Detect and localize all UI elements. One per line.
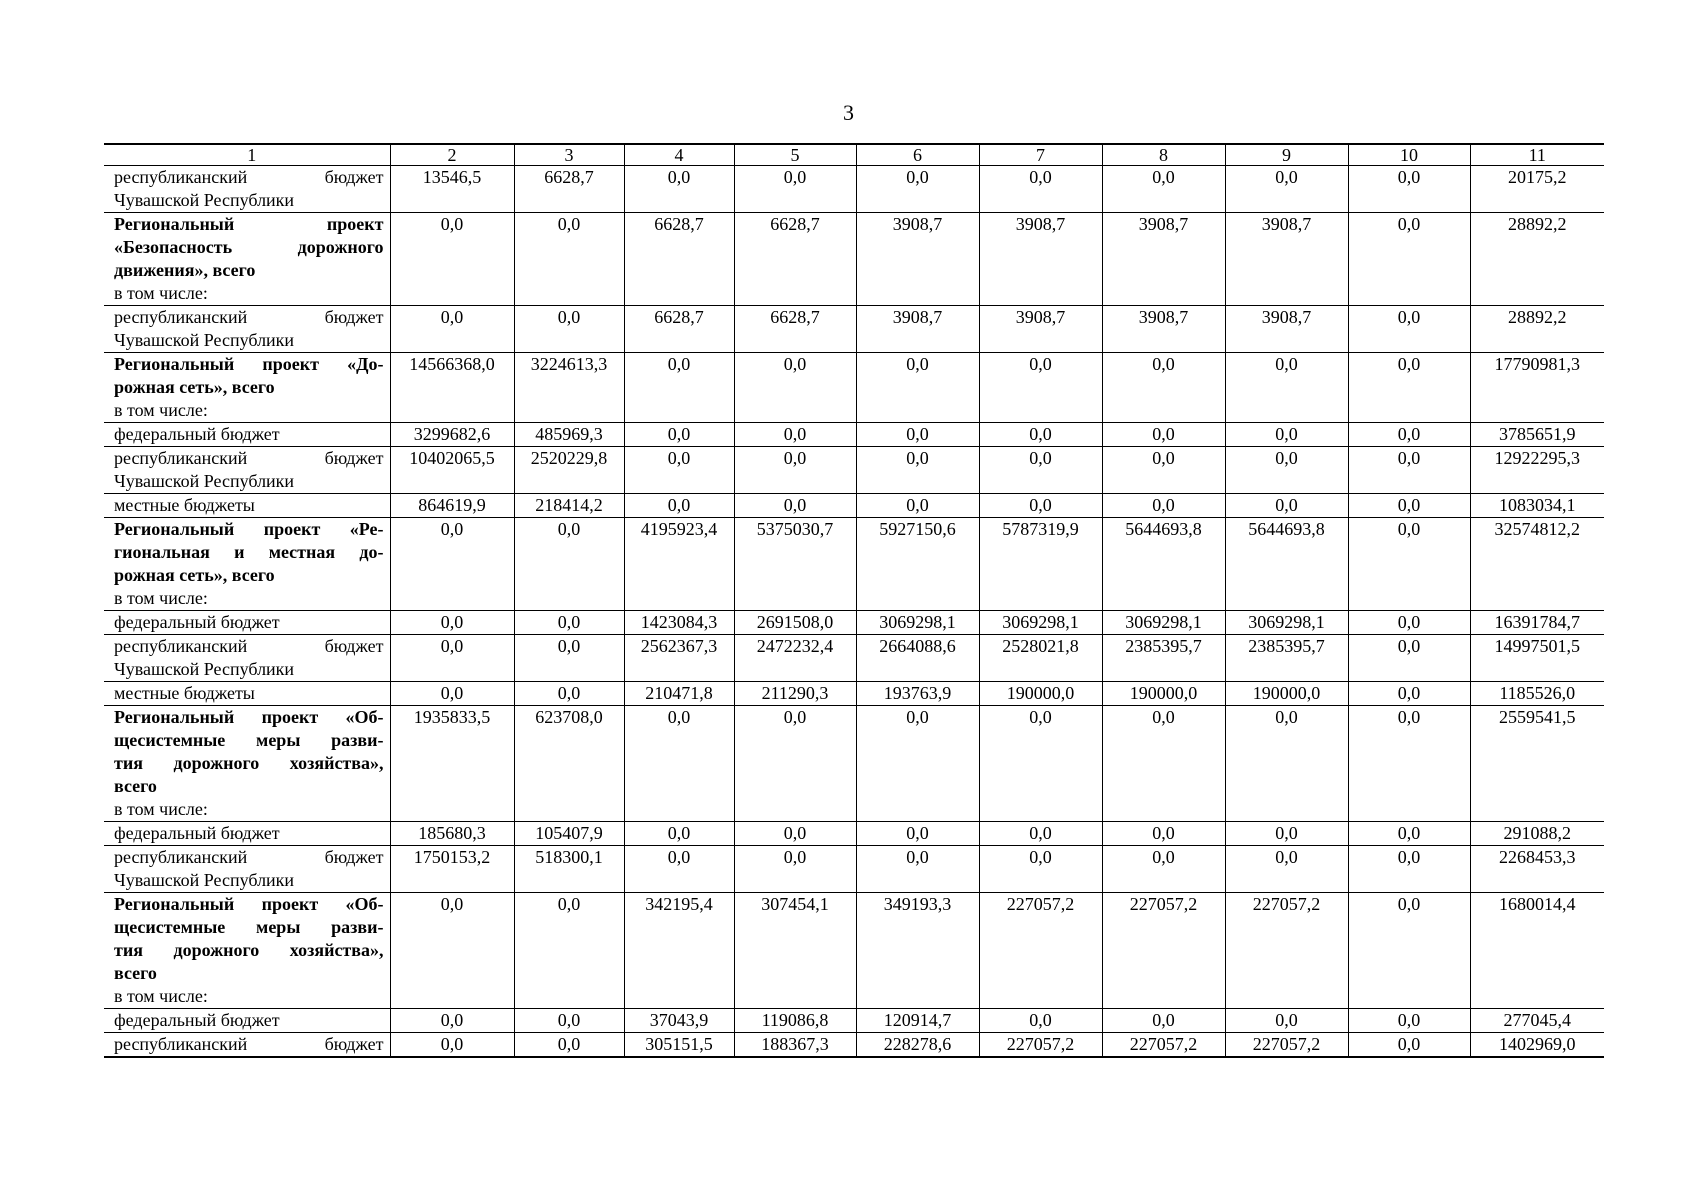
cell-col-3: 0,0	[514, 1033, 624, 1058]
row-label	[104, 494, 390, 518]
table-row	[104, 166, 1604, 213]
row-label-line: Чувашской Республики	[114, 659, 295, 679]
cell-col-8: 190000,0	[1102, 682, 1225, 706]
cell-col-10: 0,0	[1348, 494, 1470, 518]
row-sublabel: в том числе:	[114, 588, 208, 608]
row-label	[104, 213, 390, 306]
cell-col-3: 105407,9	[514, 822, 624, 846]
table-row	[104, 822, 1604, 846]
cell-col-8: 0,0	[1102, 353, 1225, 423]
cell-col-7: 3908,7	[979, 213, 1102, 306]
cell-col-11: 1185526,0	[1470, 682, 1604, 706]
table-row	[104, 1009, 1604, 1033]
cell-col-3: 623708,0	[514, 706, 624, 822]
cell-col-2: 1750153,2	[390, 846, 514, 893]
row-label-line: рожная сеть», всего	[114, 377, 275, 397]
cell-col-3: 0,0	[514, 635, 624, 682]
cell-col-11: 14997501,5	[1470, 635, 1604, 682]
row-label-line: федеральный бюджет	[114, 1010, 280, 1030]
column-header-4: 4	[624, 144, 734, 166]
table-row	[104, 635, 1604, 682]
cell-col-6: 2664088,6	[856, 635, 979, 682]
cell-col-4: 0,0	[624, 706, 734, 822]
cell-col-3: 0,0	[514, 611, 624, 635]
cell-col-7: 227057,2	[979, 893, 1102, 1009]
table-row	[104, 893, 1604, 1009]
cell-col-9: 227057,2	[1225, 893, 1348, 1009]
cell-col-11: 1083034,1	[1470, 494, 1604, 518]
cell-col-4: 0,0	[624, 846, 734, 893]
cell-col-6: 3908,7	[856, 213, 979, 306]
row-label-line: гиональная и местная до-	[114, 542, 384, 562]
cell-col-9: 3908,7	[1225, 306, 1348, 353]
page-number: 3	[843, 100, 854, 125]
row-label-line: Региональный проект «Об-	[114, 894, 384, 914]
cell-col-3: 0,0	[514, 518, 624, 611]
cell-col-7: 3069298,1	[979, 611, 1102, 635]
row-label-line: Региональный проект «До-	[114, 354, 384, 374]
table-row	[104, 306, 1604, 353]
row-label-line: республиканский бюджет	[114, 1034, 384, 1054]
row-label	[104, 1033, 390, 1058]
cell-col-9: 0,0	[1225, 706, 1348, 822]
row-label-line: Региональный проект «Об-	[114, 707, 384, 727]
cell-col-5: 6628,7	[734, 213, 856, 306]
row-label-line: Чувашской Республики	[114, 870, 295, 890]
column-header-11: 11	[1470, 144, 1604, 166]
column-header-6: 6	[856, 144, 979, 166]
cell-col-6: 3908,7	[856, 306, 979, 353]
row-label	[104, 447, 390, 494]
cell-col-8: 3069298,1	[1102, 611, 1225, 635]
row-label-line: федеральный бюджет	[114, 612, 280, 632]
row-label-line: республиканский бюджет	[114, 307, 384, 327]
row-sublabel: в том числе:	[114, 986, 208, 1006]
cell-col-8: 227057,2	[1102, 1033, 1225, 1058]
row-label	[104, 893, 390, 1009]
cell-col-6: 0,0	[856, 166, 979, 213]
cell-col-11: 277045,4	[1470, 1009, 1604, 1033]
cell-col-11: 32574812,2	[1470, 518, 1604, 611]
row-sublabel: в том числе:	[114, 400, 208, 420]
row-label-line: местные бюджеты	[114, 683, 255, 703]
cell-col-8: 3908,7	[1102, 306, 1225, 353]
cell-col-4: 2562367,3	[624, 635, 734, 682]
table-row	[104, 423, 1604, 447]
cell-col-11: 12922295,3	[1470, 447, 1604, 494]
cell-col-8: 0,0	[1102, 822, 1225, 846]
row-label	[104, 635, 390, 682]
cell-col-8: 0,0	[1102, 1009, 1225, 1033]
cell-col-10: 0,0	[1348, 822, 1470, 846]
column-header-8: 8	[1102, 144, 1225, 166]
cell-col-10: 0,0	[1348, 306, 1470, 353]
row-label	[104, 706, 390, 822]
cell-col-9: 3069298,1	[1225, 611, 1348, 635]
cell-col-11: 20175,2	[1470, 166, 1604, 213]
cell-col-4: 210471,8	[624, 682, 734, 706]
cell-col-3: 0,0	[514, 213, 624, 306]
cell-col-9: 0,0	[1225, 846, 1348, 893]
cell-col-2: 0,0	[390, 1009, 514, 1033]
cell-col-3: 3224613,3	[514, 353, 624, 423]
cell-col-11: 16391784,7	[1470, 611, 1604, 635]
cell-col-10: 0,0	[1348, 846, 1470, 893]
table-row	[104, 447, 1604, 494]
column-header-1: 1	[104, 144, 390, 166]
cell-col-2: 0,0	[390, 682, 514, 706]
cell-col-7: 0,0	[979, 447, 1102, 494]
cell-col-8: 3908,7	[1102, 213, 1225, 306]
table-row	[104, 611, 1604, 635]
cell-col-8: 0,0	[1102, 706, 1225, 822]
cell-col-6: 0,0	[856, 353, 979, 423]
cell-col-6: 228278,6	[856, 1033, 979, 1058]
cell-col-7: 0,0	[979, 423, 1102, 447]
cell-col-6: 193763,9	[856, 682, 979, 706]
cell-col-5: 0,0	[734, 846, 856, 893]
cell-col-9: 227057,2	[1225, 1033, 1348, 1058]
row-sublabel: в том числе:	[114, 799, 208, 819]
cell-col-2: 10402065,5	[390, 447, 514, 494]
cell-col-4: 0,0	[624, 494, 734, 518]
cell-col-6: 3069298,1	[856, 611, 979, 635]
row-label	[104, 423, 390, 447]
cell-col-8: 0,0	[1102, 166, 1225, 213]
cell-col-11: 291088,2	[1470, 822, 1604, 846]
cell-col-3: 485969,3	[514, 423, 624, 447]
cell-col-5: 0,0	[734, 166, 856, 213]
cell-col-10: 0,0	[1348, 423, 1470, 447]
cell-col-9: 0,0	[1225, 353, 1348, 423]
cell-col-10: 0,0	[1348, 706, 1470, 822]
cell-col-5: 0,0	[734, 706, 856, 822]
cell-col-8: 2385395,7	[1102, 635, 1225, 682]
cell-col-9: 190000,0	[1225, 682, 1348, 706]
row-label	[104, 682, 390, 706]
cell-col-2: 0,0	[390, 893, 514, 1009]
cell-col-5: 0,0	[734, 494, 856, 518]
row-label-line: всего	[114, 776, 157, 796]
cell-col-4: 0,0	[624, 822, 734, 846]
cell-col-5: 119086,8	[734, 1009, 856, 1033]
row-label-line: тия дорожного хозяйства»,	[114, 753, 384, 773]
row-label-line: Региональный проект	[114, 214, 384, 234]
row-label	[104, 1009, 390, 1033]
cell-col-6: 5927150,6	[856, 518, 979, 611]
cell-col-4: 305151,5	[624, 1033, 734, 1058]
cell-col-9: 0,0	[1225, 166, 1348, 213]
cell-col-7: 2528021,8	[979, 635, 1102, 682]
cell-col-11: 2268453,3	[1470, 846, 1604, 893]
row-label	[104, 611, 390, 635]
cell-col-8: 0,0	[1102, 494, 1225, 518]
cell-col-6: 120914,7	[856, 1009, 979, 1033]
cell-col-3: 218414,2	[514, 494, 624, 518]
cell-col-7: 0,0	[979, 822, 1102, 846]
cell-col-5: 0,0	[734, 423, 856, 447]
column-header-10: 10	[1348, 144, 1470, 166]
cell-col-5: 307454,1	[734, 893, 856, 1009]
cell-col-6: 0,0	[856, 494, 979, 518]
cell-col-3: 0,0	[514, 893, 624, 1009]
row-label-line: республиканский бюджет	[114, 167, 384, 187]
cell-col-11: 3785651,9	[1470, 423, 1604, 447]
cell-col-10: 0,0	[1348, 353, 1470, 423]
cell-col-2: 14566368,0	[390, 353, 514, 423]
row-label-line: местные бюджеты	[114, 495, 255, 515]
cell-col-2: 13546,5	[390, 166, 514, 213]
table-header	[104, 144, 1604, 166]
row-label-line: Чувашской Республики	[114, 471, 295, 491]
cell-col-10: 0,0	[1348, 1009, 1470, 1033]
row-label-line: щесистемные меры разви-	[114, 730, 384, 750]
row-label-line: всего	[114, 963, 157, 983]
cell-col-9: 0,0	[1225, 1009, 1348, 1033]
budget-table	[104, 143, 1604, 1058]
header-row	[104, 144, 1604, 166]
row-label	[104, 518, 390, 611]
cell-col-3: 0,0	[514, 682, 624, 706]
row-label-line: Чувашской Республики	[114, 190, 295, 210]
cell-col-5: 2691508,0	[734, 611, 856, 635]
cell-col-7: 190000,0	[979, 682, 1102, 706]
column-header-9: 9	[1225, 144, 1348, 166]
table-body	[104, 166, 1604, 1058]
cell-col-11: 2559541,5	[1470, 706, 1604, 822]
row-sublabel: в том числе:	[114, 283, 208, 303]
cell-col-8: 5644693,8	[1102, 518, 1225, 611]
cell-col-5: 0,0	[734, 447, 856, 494]
cell-col-3: 518300,1	[514, 846, 624, 893]
cell-col-4: 6628,7	[624, 213, 734, 306]
row-label	[104, 822, 390, 846]
cell-col-3: 6628,7	[514, 166, 624, 213]
cell-col-9: 0,0	[1225, 423, 1348, 447]
column-header-2: 2	[390, 144, 514, 166]
cell-col-7: 227057,2	[979, 1033, 1102, 1058]
cell-col-7: 5787319,9	[979, 518, 1102, 611]
cell-col-4: 4195923,4	[624, 518, 734, 611]
row-label	[104, 166, 390, 213]
cell-col-8: 0,0	[1102, 423, 1225, 447]
column-header-7: 7	[979, 144, 1102, 166]
cell-col-6: 0,0	[856, 706, 979, 822]
cell-col-9: 0,0	[1225, 494, 1348, 518]
table-row	[104, 706, 1604, 822]
row-label	[104, 846, 390, 893]
cell-col-4: 37043,9	[624, 1009, 734, 1033]
cell-col-2: 3299682,6	[390, 423, 514, 447]
row-label-line: Региональный проект «Ре-	[114, 519, 384, 539]
cell-col-2: 0,0	[390, 306, 514, 353]
cell-col-7: 0,0	[979, 1009, 1102, 1033]
cell-col-6: 349193,3	[856, 893, 979, 1009]
cell-col-8: 227057,2	[1102, 893, 1225, 1009]
cell-col-2: 185680,3	[390, 822, 514, 846]
table-row	[104, 353, 1604, 423]
cell-col-9: 0,0	[1225, 822, 1348, 846]
table-row	[104, 518, 1604, 611]
cell-col-10: 0,0	[1348, 611, 1470, 635]
cell-col-2: 0,0	[390, 611, 514, 635]
cell-col-7: 0,0	[979, 494, 1102, 518]
cell-col-3: 0,0	[514, 1009, 624, 1033]
cell-col-5: 5375030,7	[734, 518, 856, 611]
cell-col-7: 0,0	[979, 846, 1102, 893]
row-label-line: тия дорожного хозяйства»,	[114, 940, 384, 960]
cell-col-7: 0,0	[979, 706, 1102, 822]
cell-col-9: 2385395,7	[1225, 635, 1348, 682]
cell-col-10: 0,0	[1348, 447, 1470, 494]
row-label-line: рожная сеть», всего	[114, 565, 275, 585]
cell-col-11: 1402969,0	[1470, 1033, 1604, 1058]
row-label-line: республиканский бюджет	[114, 636, 384, 656]
table-row	[104, 846, 1604, 893]
cell-col-6: 0,0	[856, 822, 979, 846]
cell-col-9: 5644693,8	[1225, 518, 1348, 611]
table-row	[104, 213, 1604, 306]
cell-col-7: 0,0	[979, 166, 1102, 213]
cell-col-9: 0,0	[1225, 447, 1348, 494]
cell-col-3: 0,0	[514, 306, 624, 353]
cell-col-11: 28892,2	[1470, 306, 1604, 353]
row-label-line: Чувашской Республики	[114, 330, 295, 350]
row-label	[104, 306, 390, 353]
row-label-line: «Безопасность дорожного	[114, 237, 384, 257]
row-label-line: федеральный бюджет	[114, 823, 280, 843]
table-row	[104, 494, 1604, 518]
cell-col-5: 2472232,4	[734, 635, 856, 682]
row-label	[104, 353, 390, 423]
cell-col-10: 0,0	[1348, 635, 1470, 682]
cell-col-7: 0,0	[979, 353, 1102, 423]
cell-col-8: 0,0	[1102, 447, 1225, 494]
row-label-line: федеральный бюджет	[114, 424, 280, 444]
cell-col-6: 0,0	[856, 846, 979, 893]
cell-col-2: 864619,9	[390, 494, 514, 518]
cell-col-10: 0,0	[1348, 893, 1470, 1009]
cell-col-4: 1423084,3	[624, 611, 734, 635]
cell-col-10: 0,0	[1348, 1033, 1470, 1058]
cell-col-10: 0,0	[1348, 166, 1470, 213]
cell-col-2: 0,0	[390, 213, 514, 306]
cell-col-4: 0,0	[624, 447, 734, 494]
cell-col-5: 6628,7	[734, 306, 856, 353]
cell-col-4: 342195,4	[624, 893, 734, 1009]
row-label-line: республиканский бюджет	[114, 847, 384, 867]
cell-col-4: 0,0	[624, 353, 734, 423]
cell-col-2: 1935833,5	[390, 706, 514, 822]
row-label-line: щесистемные меры разви-	[114, 917, 384, 937]
cell-col-5: 211290,3	[734, 682, 856, 706]
cell-col-5: 188367,3	[734, 1033, 856, 1058]
cell-col-11: 17790981,3	[1470, 353, 1604, 423]
cell-col-10: 0,0	[1348, 682, 1470, 706]
cell-col-4: 0,0	[624, 166, 734, 213]
cell-col-8: 0,0	[1102, 846, 1225, 893]
column-header-3: 3	[514, 144, 624, 166]
cell-col-2: 0,0	[390, 635, 514, 682]
table-row	[104, 682, 1604, 706]
table-row	[104, 1033, 1604, 1058]
cell-col-10: 0,0	[1348, 518, 1470, 611]
cell-col-11: 28892,2	[1470, 213, 1604, 306]
cell-col-4: 6628,7	[624, 306, 734, 353]
cell-col-4: 0,0	[624, 423, 734, 447]
cell-col-11: 1680014,4	[1470, 893, 1604, 1009]
column-header-5: 5	[734, 144, 856, 166]
cell-col-2: 0,0	[390, 1033, 514, 1058]
cell-col-3: 2520229,8	[514, 447, 624, 494]
cell-col-6: 0,0	[856, 423, 979, 447]
cell-col-6: 0,0	[856, 447, 979, 494]
cell-col-10: 0,0	[1348, 213, 1470, 306]
cell-col-7: 3908,7	[979, 306, 1102, 353]
cell-col-9: 3908,7	[1225, 213, 1348, 306]
cell-col-2: 0,0	[390, 518, 514, 611]
row-label-line: движения», всего	[114, 260, 256, 280]
cell-col-5: 0,0	[734, 822, 856, 846]
row-label-line: республиканский бюджет	[114, 448, 384, 468]
cell-col-5: 0,0	[734, 353, 856, 423]
